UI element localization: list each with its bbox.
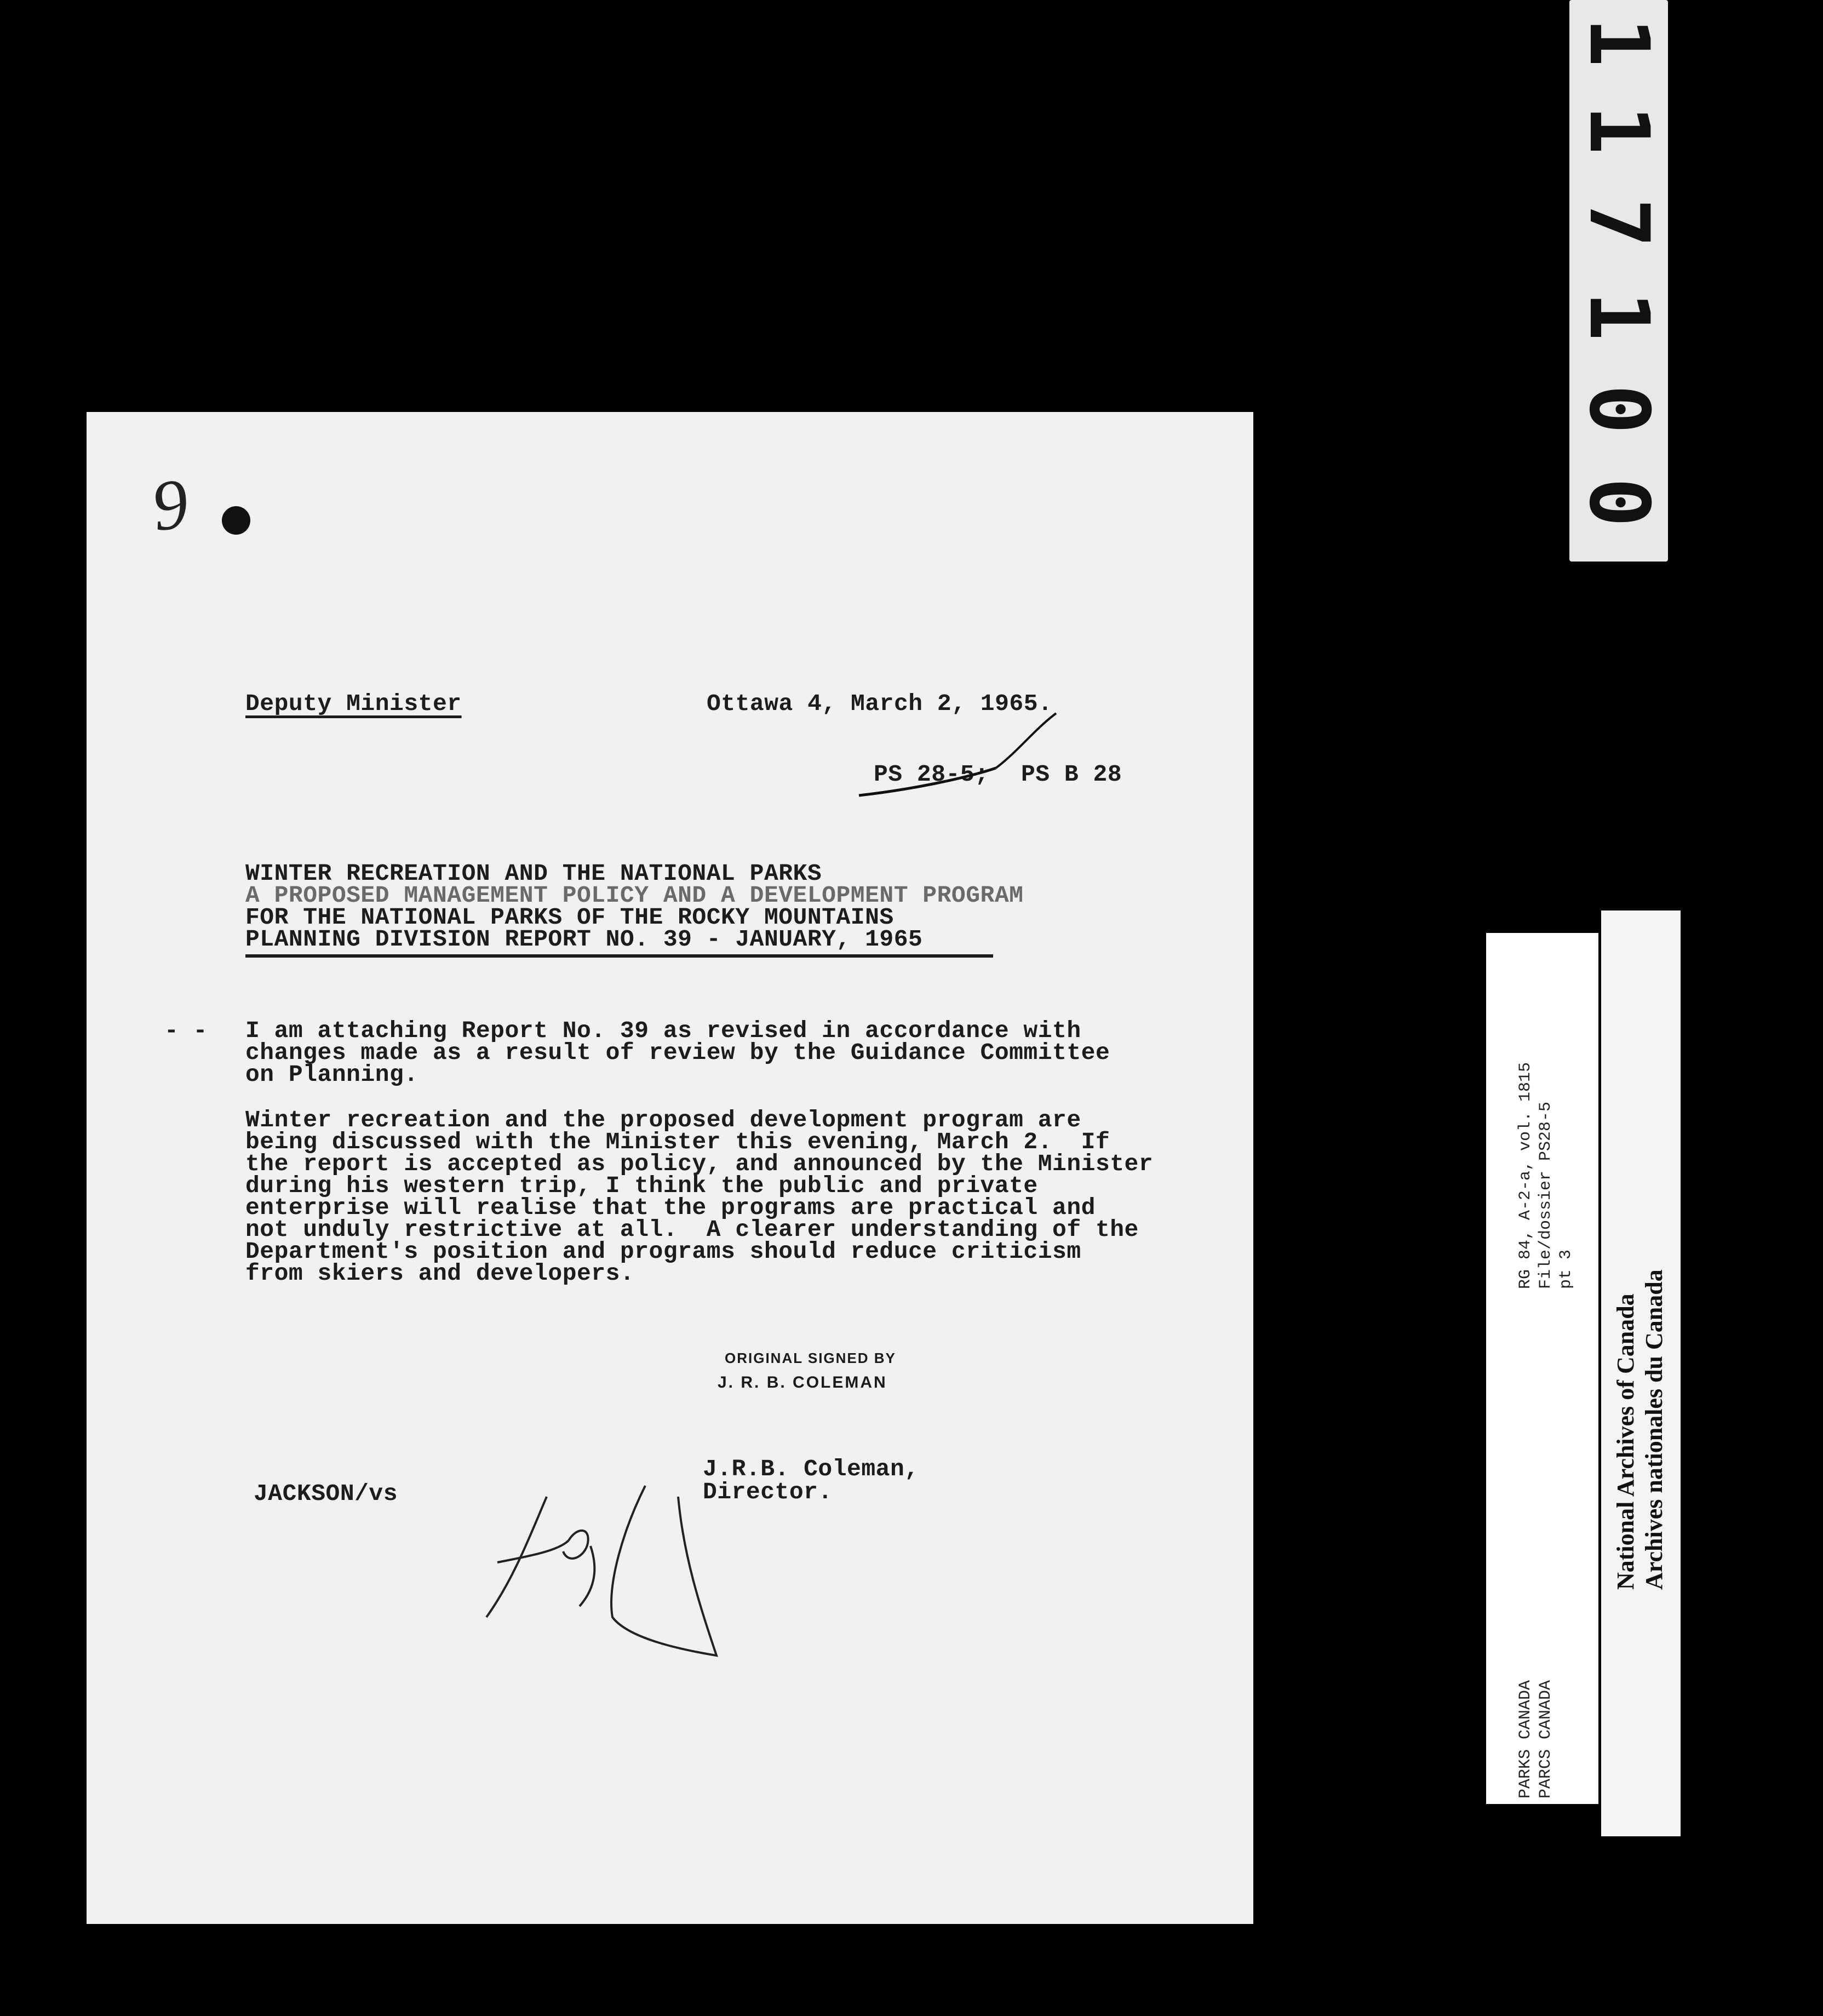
archive-institution-label (1601, 910, 1681, 1836)
archive-reference-line: pt 3 (1557, 1249, 1575, 1289)
archive-reference-label (1486, 933, 1598, 1804)
reel-digit: 0 (1571, 477, 1666, 528)
reel-digit: 1 (1571, 17, 1666, 67)
reel-digit: 7 (1571, 198, 1666, 248)
subject-line: A PROPOSED MANAGEMENT POLICY AND A DEVELOPMENT PROGRAM (245, 882, 1024, 909)
paragraph-2-line: not unduly restrictive at all. A clearer understanding of the (245, 1216, 1139, 1243)
subject-underline (245, 954, 993, 958)
handwritten-signature (481, 1475, 766, 1672)
archive-reference-line: File/dossier PS28-5 (1537, 1101, 1555, 1289)
stamp-line-2: J. R. B. COLEMAN (718, 1373, 887, 1391)
paragraph-2-line: from skiers and developers. (245, 1260, 635, 1287)
reel-number-strip (1569, 0, 1668, 562)
paragraph-2-line: Winter recreation and the proposed development program are (245, 1107, 1081, 1133)
stamp-line-1: ORIGINAL SIGNED BY (725, 1350, 896, 1366)
place-date: Ottawa 4, March 2, 1965. (707, 690, 1053, 717)
paragraph-2-line: Department's position and programs should reduce criticism (245, 1238, 1081, 1265)
paragraph-2-line: the report is accepted as policy, and announced by the Minister (245, 1150, 1154, 1177)
margin-mark: - - (164, 1017, 208, 1044)
signatory-title: Director. (703, 1479, 833, 1505)
signatory-name: J.R.B. Coleman, (703, 1456, 919, 1482)
handwritten-checkmark (853, 708, 1160, 806)
subject-line: FOR THE NATIONAL PARKS OF THE ROCKY MOUNTAINS (245, 904, 894, 931)
typist-reference: JACKSON/vs (254, 1480, 398, 1507)
institution-name-en: National Archives of Canada (1612, 1293, 1639, 1590)
paragraph-2-line: enterprise will realise that the programs are practical and (245, 1194, 1096, 1221)
paragraph-1-line: on Planning. (245, 1061, 419, 1088)
agency-line: PARCS CANADA (1537, 1680, 1555, 1799)
reel-digit: 1 (1571, 291, 1666, 341)
paragraph-1-line: changes made as a result of review by the Guidance Committee (245, 1039, 1110, 1066)
paragraph-2-line: during his western trip, I think the public and private (245, 1172, 1038, 1199)
reel-digit: 0 (1571, 384, 1666, 434)
subject-line: PLANNING DIVISION REPORT NO. 39 - JANUARY, 1965 (245, 926, 923, 953)
folio-mark: 9 (147, 463, 193, 547)
subject-line: WINTER RECREATION AND THE NATIONAL PARKS (245, 860, 822, 887)
hole-punch (222, 506, 250, 535)
paragraph-2-line: being discussed with the Minister this evening, March 2. If (245, 1129, 1110, 1155)
paragraph-1-line: I am attaching Report No. 39 as revised in accordance with (245, 1017, 1081, 1044)
reel-digit: 1 (1571, 105, 1666, 155)
recipient: Deputy Minister (245, 690, 462, 717)
letter-page (87, 412, 1253, 1924)
file-reference-1: PS 28-5; (874, 761, 989, 788)
institution-name-fr: Archives nationales du Canada (1641, 1269, 1667, 1590)
archive-reference-line: RG 84, A-2-a, vol. 1815 (1516, 1062, 1535, 1289)
file-reference-2: PS B 28 (1021, 761, 1122, 788)
agency-line: PARKS CANADA (1516, 1680, 1535, 1799)
